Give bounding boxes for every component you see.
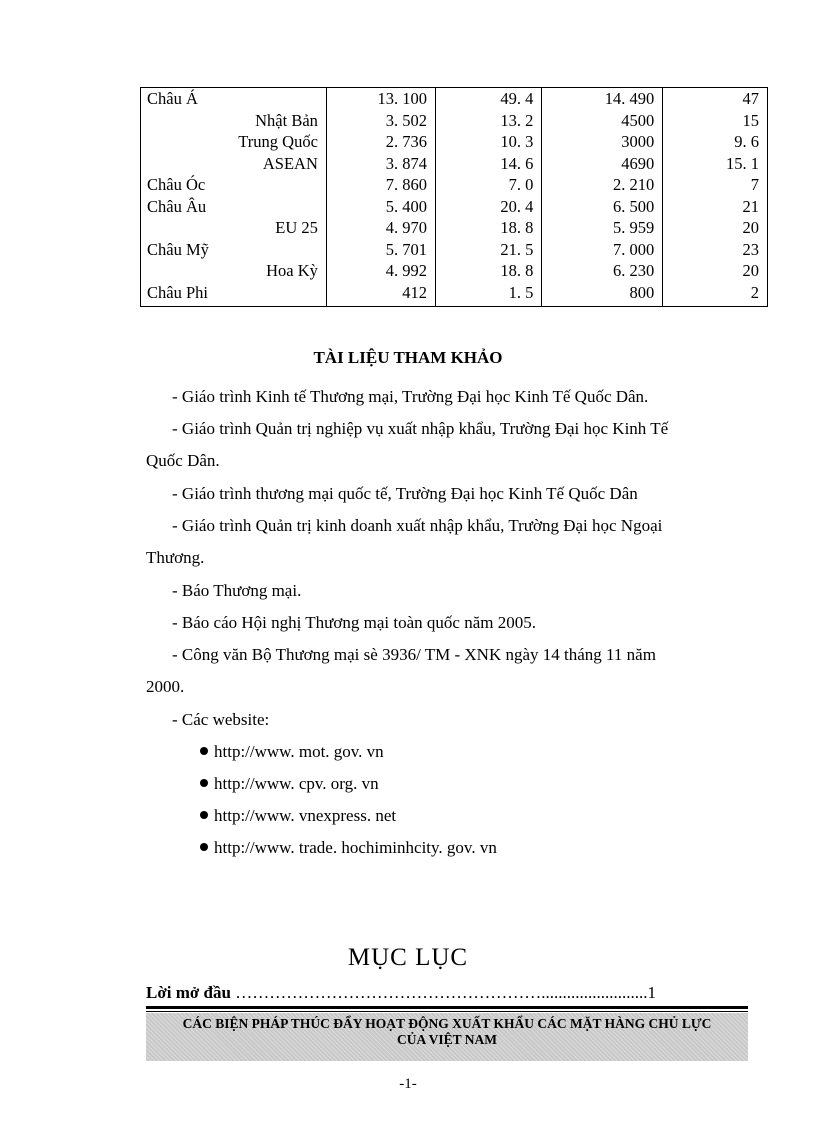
table-row [141,239,768,261]
value-cell-3: 7. 000 [542,239,663,261]
region-name: Châu Âu [147,196,207,216]
value-cell-4: 20 [663,260,768,282]
website-url: http://www. trade. hochiminhcity. gov. vn [214,838,497,857]
region-cell [141,110,327,132]
value-cell-3: 2. 210 [542,174,663,196]
value-cell-1: 4. 992 [326,260,435,282]
value-cell-4: 2 [663,282,768,307]
value-cell-3: 4500 [542,110,663,132]
reference-item: - Giáo trình Kinh tế Thương mại, Trường Đại học Kinh Tế Quốc Dân. [172,387,649,406]
table-row [141,88,768,110]
bullet-icon [200,811,208,819]
value-cell-1: 13. 100 [326,88,435,110]
value-cell-4: 15 [663,110,768,132]
bullet-icon [200,779,208,787]
region-cell [141,153,327,175]
region-cell [141,174,327,196]
table-row [141,110,768,132]
toc-entry-intro [146,983,656,1003]
website-url: http://www. vnexpress. net [214,806,397,825]
table-row [141,131,768,153]
toc-rule-thick [146,1006,748,1009]
reference-item: - Giáo trình thương mại quốc tế, Trường Đại học Kinh Tế Quốc Dân [172,484,638,503]
table-row [141,282,768,307]
region-name: Châu Phi [147,282,208,302]
reference-item: - Giáo trình Quản trị nghiệp vụ xuất nhập khẩu, Trường Đại học Kinh Tế [172,419,669,438]
value-cell-2: 21. 5 [435,239,541,261]
export-market-table [140,87,768,307]
region-name: Nhật Bản [255,110,318,130]
references-title: TÀI LIỆU THAM KHẢO [313,348,503,367]
region-cell [141,282,327,307]
region-cell [141,260,327,282]
value-cell-3: 6. 500 [542,196,663,218]
value-cell-1: 5. 400 [326,196,435,218]
bullet-icon [200,747,208,755]
region-name: Châu Á [147,89,198,108]
chapter-heading-line1: CÁC BIỆN PHÁP THÚC ĐẨY HOẠT ĐỘNG XUẤT KHẨU CÁC MẶT HÀNG CHỦ LỰC [182,1016,712,1031]
value-cell-4: 47 [663,88,768,110]
website-item [200,742,384,762]
value-cell-3: 6. 230 [542,260,663,282]
value-cell-1: 412 [326,282,435,307]
region-name: ASEAN [262,153,318,173]
value-cell-1: 5. 701 [326,239,435,261]
website-url: http://www. mot. gov. vn [214,742,384,761]
reference-item-continued: Quốc Dân. [146,451,220,470]
website-item [200,774,379,794]
value-cell-3: 4690 [542,153,663,175]
value-cell-2: 49. 4 [435,88,541,110]
value-cell-1: 7. 860 [326,174,435,196]
reference-item: - Các website: [172,710,270,729]
table-row [141,153,768,175]
value-cell-2: 18. 8 [435,217,541,239]
table-row [141,260,768,282]
toc-entry-dots: ………………………………………………......................... [230,983,648,1002]
value-cell-3: 5. 959 [542,217,663,239]
region-cell [141,88,327,110]
value-cell-4: 23 [663,239,768,261]
reference-item: - Báo cáo Hội nghị Thương mại toàn quốc năm 2005. [172,613,536,632]
reference-item: - Công văn Bộ Thương mại sè 3936/ TM - XNK ngày 14 tháng 11 năm [172,645,656,664]
value-cell-2: 1. 5 [435,282,541,307]
chapter-heading [146,1013,748,1061]
page-number: -1- [399,1076,417,1092]
region-name: EU 25 [275,218,318,237]
table-row [141,174,768,196]
value-cell-2: 10. 3 [435,131,541,153]
reference-item: - Báo Thương mại. [172,581,302,600]
value-cell-2: 14. 6 [435,153,541,175]
toc-entry-page: 1 [647,983,656,1002]
value-cell-3: 3000 [542,131,663,153]
region-name: Trung Quốc [238,132,318,151]
value-cell-4: 20 [663,217,768,239]
value-cell-2: 7. 0 [435,174,541,196]
value-cell-4: 15. 1 [663,153,768,175]
table-row [141,217,768,239]
value-cell-1: 2. 736 [326,131,435,153]
value-cell-1: 3. 502 [326,110,435,132]
value-cell-2: 13. 2 [435,110,541,132]
region-cell [141,196,327,218]
chapter-heading-line2: CỦA VIỆT NAM [396,1032,498,1047]
table-row [141,196,768,218]
region-cell [141,217,327,239]
region-name: Châu Óc [147,175,206,194]
region-name: Hoa Kỳ [266,261,318,280]
region-cell [141,239,327,261]
value-cell-1: 4. 970 [326,217,435,239]
website-item [200,838,497,858]
reference-item: - Giáo trình Quản trị kinh doanh xuất nhập khẩu, Trường Đại học Ngoại [172,516,663,535]
value-cell-2: 18. 8 [435,260,541,282]
website-url: http://www. cpv. org. vn [214,774,379,793]
region-name: Châu Mỹ [147,239,209,259]
toc-title: MỤC LỤC [347,944,469,971]
value-cell-4: 9. 6 [663,131,768,153]
website-item [200,806,396,826]
reference-item-continued: 2000. [146,677,185,696]
value-cell-4: 21 [663,196,768,218]
reference-item-continued: Thương. [146,548,205,567]
bullet-icon [200,843,208,851]
value-cell-1: 3. 874 [326,153,435,175]
value-cell-3: 800 [542,282,663,307]
toc-entry-label: Lời mở đầu [146,983,231,1002]
toc-rule-thin [146,1011,748,1012]
region-cell [141,131,327,153]
value-cell-4: 7 [663,174,768,196]
value-cell-3: 14. 490 [542,88,663,110]
value-cell-2: 20. 4 [435,196,541,218]
